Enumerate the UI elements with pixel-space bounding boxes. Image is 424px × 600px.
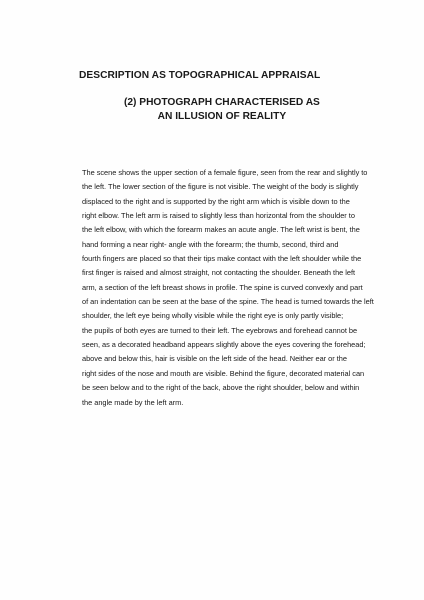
- document-subheading: [124, 96, 320, 124]
- body-line: seen, as a decorated headband appears slightly above the eyes covering the forehead;: [82, 340, 366, 350]
- subheading-line: (2) PHOTOGRAPH CHARACTERISED AS: [124, 97, 320, 108]
- body-line: shoulder, the left eye being wholly visible while the right eye is only partly visible;: [82, 311, 344, 321]
- body-line: be seen below and to the right of the back, above the right shoulder, below and within: [82, 383, 360, 393]
- body-line: fourth fingers are placed so that their tips make contact with the left shoulder while the: [82, 254, 362, 264]
- body-line: the left. The lower section of the figure is not visible. The weight of the body is slightly: [82, 182, 359, 192]
- body-line: displaced to the right and is supported by the right arm which is visible down to the: [82, 196, 350, 206]
- body-line: the left elbow, with which the forearm makes an acute angle. The left wrist is bent, the: [82, 225, 360, 235]
- body-line: first finger is raised and almost straight, not contacting the shoulder. Beneath the left: [82, 268, 356, 278]
- body-line: above and below this, hair is visible on the left side of the head. Neither ear or the: [82, 354, 347, 364]
- body-paragraph: [82, 166, 382, 410]
- body-line: of an indentation can be seen at the base of the spine. The head is turned towards the left: [82, 297, 374, 307]
- document-heading: DESCRIPTION AS TOPOGRAPHICAL APPRAISAL: [79, 70, 321, 81]
- body-line: the angle made by the left arm.: [82, 397, 184, 407]
- body-line: right sides of the nose and mouth are visible. Behind the figure, decorated material can: [82, 368, 365, 378]
- body-line: right elbow. The left arm is raised to slightly less than horizontal from the shoulder to: [82, 211, 355, 221]
- body-line: the pupils of both eyes are turned to their left. The eyebrows and forehead cannot be: [82, 325, 358, 335]
- body-line: arm, a section of the left breast shows in profile. The spine is curved convexly and part: [82, 282, 363, 292]
- subheading-line: AN ILLUSION OF REALITY: [157, 111, 287, 122]
- body-line: The scene shows the upper section of a female figure, seen from the rear and slightly to: [82, 168, 368, 177]
- body-line: hand forming a near right- angle with the forearm; the thumb, second, third and: [82, 239, 339, 249]
